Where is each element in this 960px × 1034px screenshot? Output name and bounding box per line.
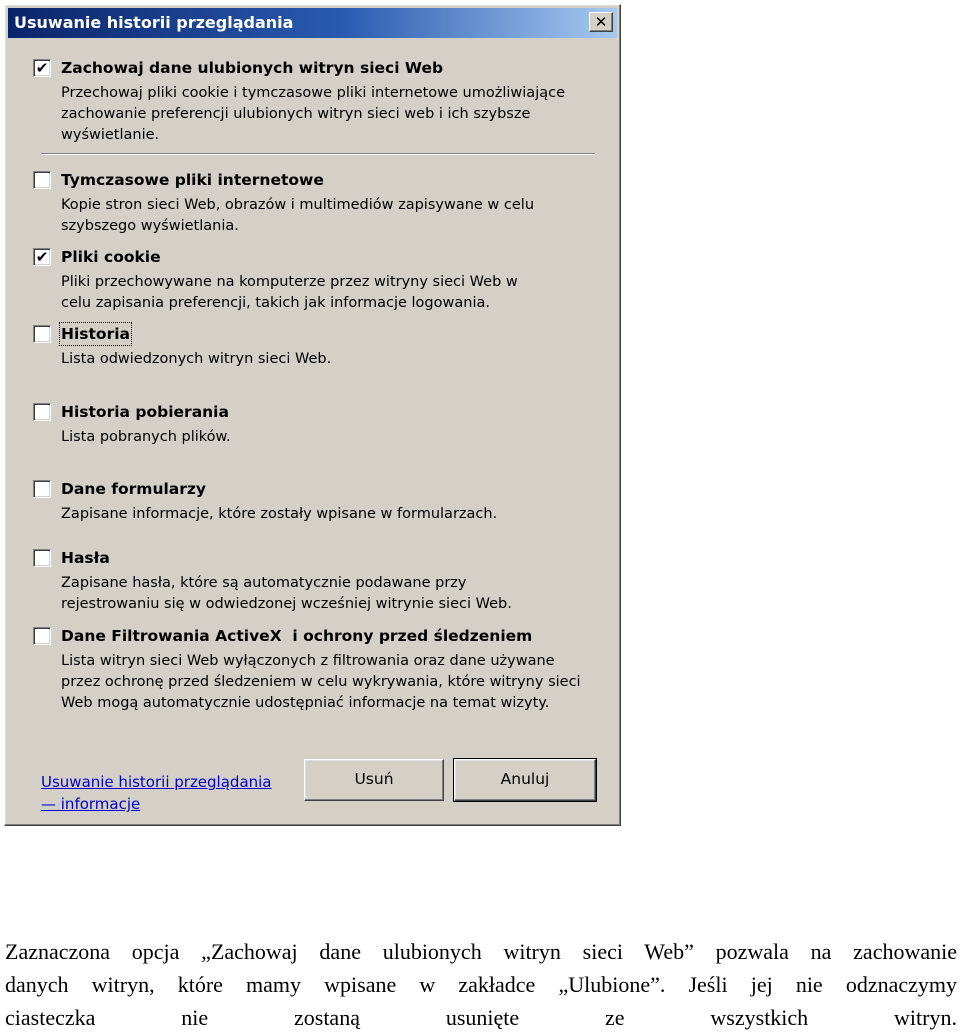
option-label[interactable]: Hasła bbox=[61, 549, 110, 567]
option-description: Zapisane informacje, które zostały wpisane w formularzach. bbox=[61, 506, 498, 522]
option-label[interactable]: Tymczasowe pliki internetowe bbox=[61, 171, 324, 189]
caption-line: ciasteczka nie zostaną usunięte ze wszystkich witryn. bbox=[5, 1005, 957, 1030]
delete-button[interactable]: Usuń bbox=[304, 759, 444, 801]
cancel-button[interactable]: Anuluj bbox=[454, 759, 596, 801]
option-label[interactable]: Historia pobierania bbox=[61, 403, 229, 421]
option-description: Zapisane hasła, które są automatycznie podawane przy rejestrowaniu się w odwiedzonej wcześniej witrynie sieci Web. bbox=[61, 575, 512, 612]
option-label[interactable]: Dane Filtrowania ActiveX i ochrony przed śledzeniem bbox=[61, 627, 533, 645]
checkbox-cookies[interactable]: ✔ bbox=[33, 248, 51, 266]
checkbox-download-history[interactable] bbox=[33, 403, 51, 421]
checkbox-form-data[interactable] bbox=[33, 480, 51, 498]
option-description: Lista witryn sieci Web wyłączonych z filtrowania oraz dane używane przez ochronę przed śledzeniem w celu wykrywania, które witryny sieci Web mogą automatycznie udostępniać informacje na temat wizyty. bbox=[61, 653, 581, 711]
checkbox-history[interactable] bbox=[33, 325, 51, 343]
option-label[interactable]: Pliki cookie bbox=[61, 248, 161, 266]
checkbox-preserve-favorites[interactable]: ✔ bbox=[33, 59, 51, 77]
option-description: Kopie stron sieci Web, obrazów i multimediów zapisywane w celu szybszego wyświetlania. bbox=[61, 197, 535, 234]
option-label[interactable]: Historia bbox=[61, 325, 130, 343]
checkbox-passwords[interactable] bbox=[33, 549, 51, 567]
delete-history-dialog bbox=[4, 4, 621, 826]
separator bbox=[41, 153, 595, 155]
option-description: Pliki przechowywane na komputerze przez witryny sieci Web w celu zapisania preferencji, takich jak informacje logowania. bbox=[61, 274, 518, 311]
caption-line: danych witryn, które mamy wpisane w zakładce „Ulubione”. Jeśli jej nie odznaczymy bbox=[5, 972, 957, 997]
close-icon[interactable]: ✕ bbox=[589, 12, 613, 32]
option-label[interactable]: Dane formularzy bbox=[61, 480, 207, 498]
dialog-title: Usuwanie historii przeglądania bbox=[14, 13, 294, 32]
option-description: Lista pobranych plików. bbox=[61, 429, 231, 445]
title-bar bbox=[8, 8, 617, 38]
option-description: Przechowaj pliki cookie i tymczasowe pliki internetowe umożliwiające zachowanie preferencji ulubionych witryn sieci web i ich szybsze wyświetlanie. bbox=[61, 85, 565, 143]
option-label[interactable]: Zachowaj dane ulubionych witryn sieci Web bbox=[61, 59, 444, 77]
caption-text bbox=[5, 935, 957, 1034]
checkbox-activex-tracking[interactable] bbox=[33, 627, 51, 645]
caption-line: Zaznaczona opcja „Zachowaj dane ulubionych witryn sieci Web” pozwala na zachowanie bbox=[5, 939, 957, 964]
help-link[interactable]: Usuwanie historii przeglądania — informacje bbox=[41, 773, 272, 813]
option-description: Lista odwiedzonych witryn sieci Web. bbox=[61, 351, 332, 367]
checkbox-temp-files[interactable] bbox=[33, 171, 51, 189]
